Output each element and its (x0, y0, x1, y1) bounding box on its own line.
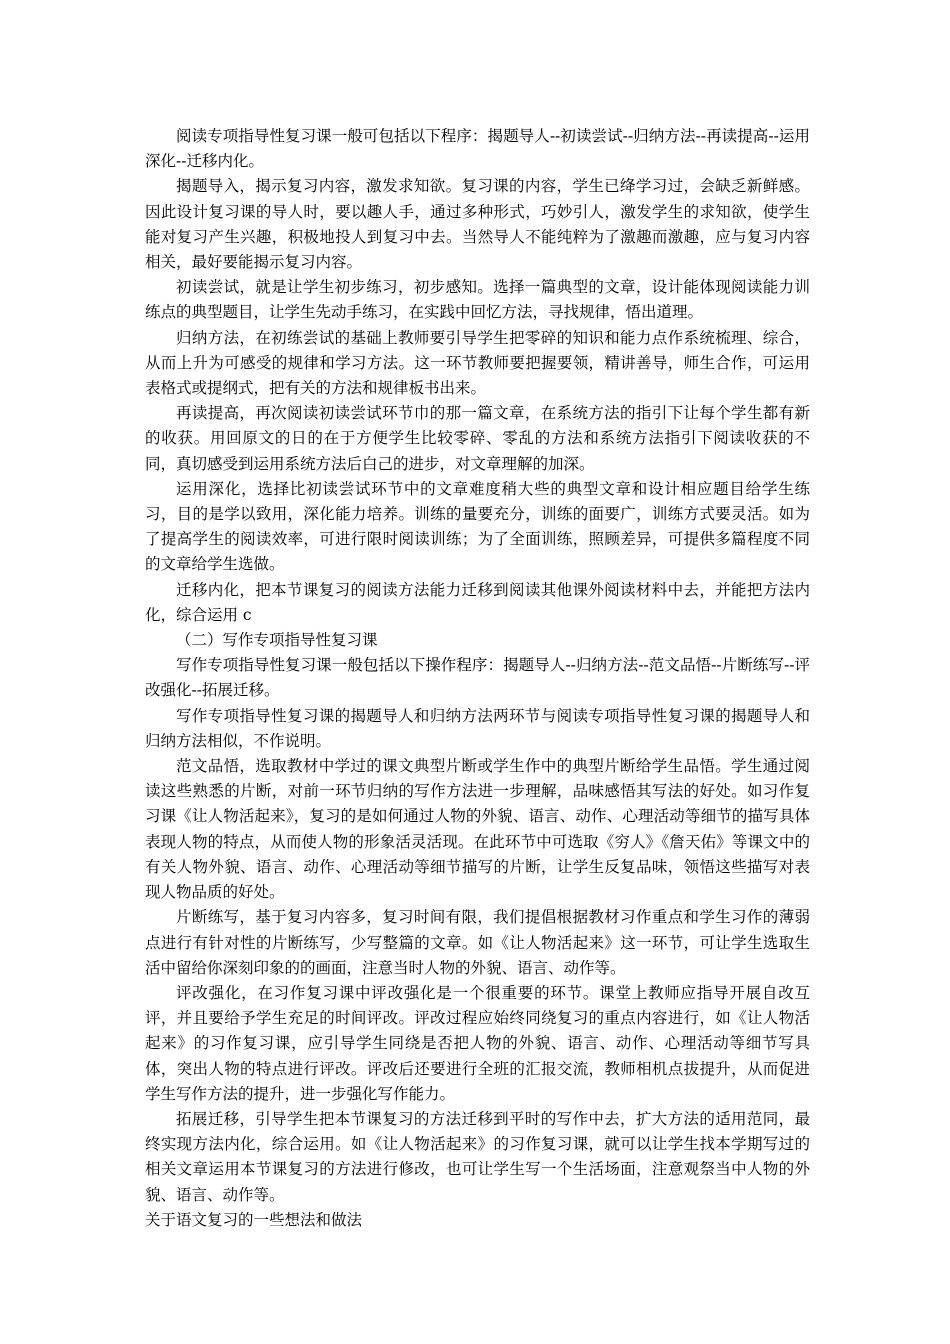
paragraph: 揭题导入，揭示复习内容，激发求知欲。复习课的内容，学生已绛学习过，会缺乏新鲜感。因此设计复习课的导人时，要以趣人手，通过多种形式，巧妙引人，激发学生的求知欲，使学生能对复习产生兴趣，积极地投人到复习中去。当然导人不能纯粹为了激趣而激趣，应与复习内容相关，最好要能揭示复习内容。 (145, 177, 810, 272)
paragraph: 阅读专项指导性复习课一般可包括以下程序：揭题导人--初读尝试--归纳方法--再读提高--运用深化--迁移内化。 (145, 127, 810, 171)
document-body (145, 124, 810, 1233)
paragraph: 迁移内化，把本节课复习的阅读方法能力迁移到阅读其他课外阅读材料中去，并能把方法内化，综合运用 c (145, 580, 810, 624)
paragraph: 评改强化，在习作复习课中评改强化是一个很重要的环节。课堂上教师应指导开展自改互评，并且要给予学生充足的时间评改。评改过程应始终同绕复习的重点内容进行，如《让人物活起来》的习作复习课，应引导学生同绕是否把人物的外貌、语言、动作、心理活动等细节写具体，突出人物的特点进行评改。评改后还要进行全班的汇报交流，教师相机点拔提升，从而促进学生写作方法的提升，进一步强化写作能力。 (145, 983, 810, 1103)
document-title: 关于语文复习的一些想法和做法 (145, 1210, 363, 1229)
paragraph: 拓展迁移，引导学生把本节课复习的方法迁移到平时的写作中去，扩大方法的适用范同，最终实现方法内化，综合运用。如《让人物活起来》的习作复习课，就可以让学生找本学期写过的相关文章运用本节课复习的方法进行修改，也可让学生写一个生活场面，注意观祭当中人物的外貌、语言、动作等。 (145, 1109, 810, 1204)
paragraph: 片断练写，基于复习内容多，复习时间有限，我们提倡根据教材习作重点和学生习作的薄弱点进行有针对性的片断练写，少写整篇的文章。如《让人物活起来》这一环节，可让学生选取生活中留给你深刻印象的的画面，注意当时人物的外貌、语言、动作等。 (145, 908, 810, 977)
paragraph: 范文品悟，选取教材中学过的课文典型片断或学生作中的典型片断给学生品悟。学生通过阅读这些熟悉的片断，对前一环节归纳的写作方法进一步理解，品味感悟其写法的好处。如习作复习课《让人物活起来》，复习的是如何通过人物的外貌、语言、动作、心理活动等细节的描写具体表现人物的特点，从而使人物的形象活灵活现。在此环节中可选取《穷人》《詹天佑》等课文中的有关人物外貌、语言、动作、心理活动等细节描写的片断，让学生反复品味，领悟这些描写对表现人物品质的好处。 (145, 757, 810, 902)
paragraph: 写作专项指导性复习课的揭题导人和归纳方法两环节与阅读专项指导性复习课的揭题导人和归纳方法相似，不作说明。 (145, 706, 810, 750)
paragraph: 归纳方法，在初练尝试的基础上教师要引导学生把零碎的知识和能力点作系统梳理、综合，从而上升为可感受的规律和学习方法。这一环节教师要把握要领，精讲善导，师生合作，可运用表格式或提纲式，把有关的方法和规律板书出来。 (145, 328, 810, 398)
paragraph: 写作专项指导性复习课一般包括以下操作程序：揭题导人--归纳方法--范文品悟--片断练写--评改强化--拓展迁移。 (145, 656, 810, 700)
paragraph: 运用深化，选择比初读尝试环节中的文章难度稍大些的典型文章和设计相应题目给学生练习，目的是学以致用，深化能力培养。训练的量要充分，训练的面要广，训练方式要灵活。如为了提高学生的阅读效率，可进行限时阅读训练；为了全面训练，照顾差异，可提供多篇程度不同的文章给学生选做。 (145, 479, 810, 574)
section-heading: （二）写作专项指导性复习课 (176, 631, 378, 650)
paragraph: 再读提高，再次阅读初读尝试环节巾的那一篇文章，在系统方法的指引下让每个学生都有新的收获。用回原文的日的在于方便学生比较零碎、零乱的方法和系统方法指引下阅读收获的不同，真切感受到运用系统方法后白己的进步，对文章理解的加深。 (145, 404, 810, 473)
paragraph: 初读尝试，就是让学生初步练习，初步感知。选择一篇典型的文章，设计能体现阅读能力训练点的典型题目，让学生先动手练习，在实践中回忆方法，寻找规律，悟出道理。 (145, 278, 810, 322)
